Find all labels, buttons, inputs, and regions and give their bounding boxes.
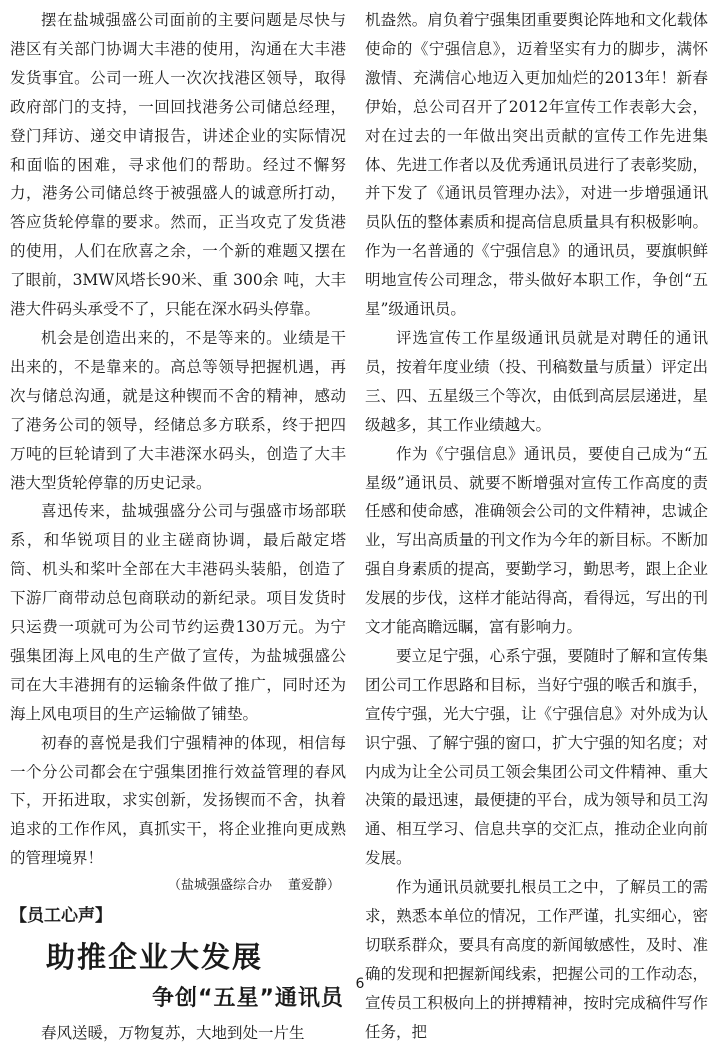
article-signature — [10, 873, 346, 899]
article-paragraph: 作为通讯员就要扎根员工之中，了解员工的需求，熟悉本单位的情况，工作严谨，扎实细心，密切联系群众，要具有高度的新闻敏感性，及时、准确的发现和把握新闻线索，把握公司的工作动态，宣传员工积极向上的拼搏精神，按时完成稿件写作任务，把 — [365, 878, 708, 1041]
right-column — [365, 6, 708, 1047]
article-paragraph: 初春的喜悦是我们宁强精神的体现，相信每一个分公司都会在宁强集团推行效益管理的春风下，开拓进取，求实创新，发扬锲而不舍，执着追求的工作作风，真抓实干，将企业推向更成熟的管理境界！ — [10, 733, 346, 868]
left-column — [10, 6, 346, 1048]
headline-main: 助推企业大发展 — [46, 940, 264, 975]
article-paragraph: 喜迅传来，盐城强盛分公司与强盛市场部联系，和华锐项目的业主磋商协调，最后敲定塔筒、机头和桨叶全部在大丰港码头装船，创造了下游厂商带动总包商联动的新纪录。项目发货时只运费一项就可为公司节约运费130万元。为宁强集团海上风电的生产做了宣传，为盐城强盛公司在大丰港拥有的运输条件做了推广，同时还为海上风电项目的生产运输做了铺垫。 — [10, 502, 346, 723]
article-paragraph: 摆在盐城强盛公司面前的主要问题是尽快与港区有关部门协调大丰港的使用，沟通在大丰港发货事宜。公司一班人一次次找港区领导，取得政府部门的支持，一回回找港务公司储总经理，登门拜访、递交申请报告，讲述企业的实际情况和面临的困难，寻求他们的帮助。经过不懈努力，港务公司储总终于被强盛人的诚意所打动，答应货轮停靠的要求。然而，正当攻克了发货港的使用，人们在欣喜之余，一个新的难题又摆在了眼前，3MW风塔长90米、重 300余 吨，大丰港大件码头承受不了，只能在深水码头停靠。 — [10, 11, 346, 319]
article-paragraph: 机会是创造出来的，不是等来的。业绩是干出来的，不是靠来的。高总等领导把握机遇，再次与储总沟通，就是这种锲而不舍的精神，感动了港务公司的领导，经储总多方联系，终于把四万吨的巨轮请到了大丰港深水码头，创造了大丰港大型货轮停靠的历史记录。 — [10, 328, 346, 492]
article-paragraph: 春风送暖，万物复苏，大地到处一片生 — [41, 1024, 305, 1043]
article-paragraph: 机盎然。肩负着宁强集团重要舆论阵地和文化载体使命的《宁强信息》，迈着坚实有力的脚步，满怀激情、充满信心地迈入更加灿烂的2013年！新春伊始，总公司召开了2012年宣传工作表彰大会，对在过去的一年做出突出贡献的宣传工作先进集体、先进工作者以及优秀通讯员进行了表彰奖励，并下发了《通讯员管理办法》，对进一步增强通讯员队伍的整体素质和提高信息质量具有积极影响。作为一名普通的《宁强信息》的通讯员，要旗帜鲜明地宣传公司理念，带头做好本职工作，争创“五星”级通讯员。 — [365, 11, 708, 319]
headline-sub: 争创“五星”通讯员 — [152, 986, 344, 1012]
section-label: 【员工心声】 — [10, 906, 112, 927]
article-paragraph: 作为《宁强信息》通讯员，要使自己成为“五星级”通讯员、就要不断增强对宣传工作高度的责任感和使命感，准确领会公司的文件精神，忠诚企业，写出高质量的刊文作为今年的新目标。不断加强自身素质的提高，要勤学习，勤思考，跟上企业发展的步伐，这样才能站得高，看得远，写出的刊文才能高瞻远瞩，富有影响力。 — [365, 444, 708, 637]
article-paragraph: 要立足宁强，心系宁强，要随时了解和宣传集团公司工作思路和目标，当好宁强的喉舌和旗手，宣传宁强，光大宁强，让《宁强信息》对外成为认识宁强、了解宁强的窗口，扩大宁强的知名度；对内成为让全公司员工领会集团公司文件精神、重大决策的最迅速，最便捷的平台，成为领导和员工沟通、相互学习、信息共享的交汇点，推动企业向前发展。 — [365, 646, 708, 868]
article-paragraph: 评选宣传工作星级通讯员就是对聘任的通讯员，按着年度业绩（投、刊稿数量与质量）评定出三、四、五星级三个等次，由低到高层层递进，星级越多，其工作业绩越大。 — [365, 328, 708, 434]
signature-org: （盐城强盛综合办 — [167, 878, 272, 894]
page-number: 6 — [355, 976, 365, 992]
signature-author: 董爱静） — [287, 878, 340, 894]
